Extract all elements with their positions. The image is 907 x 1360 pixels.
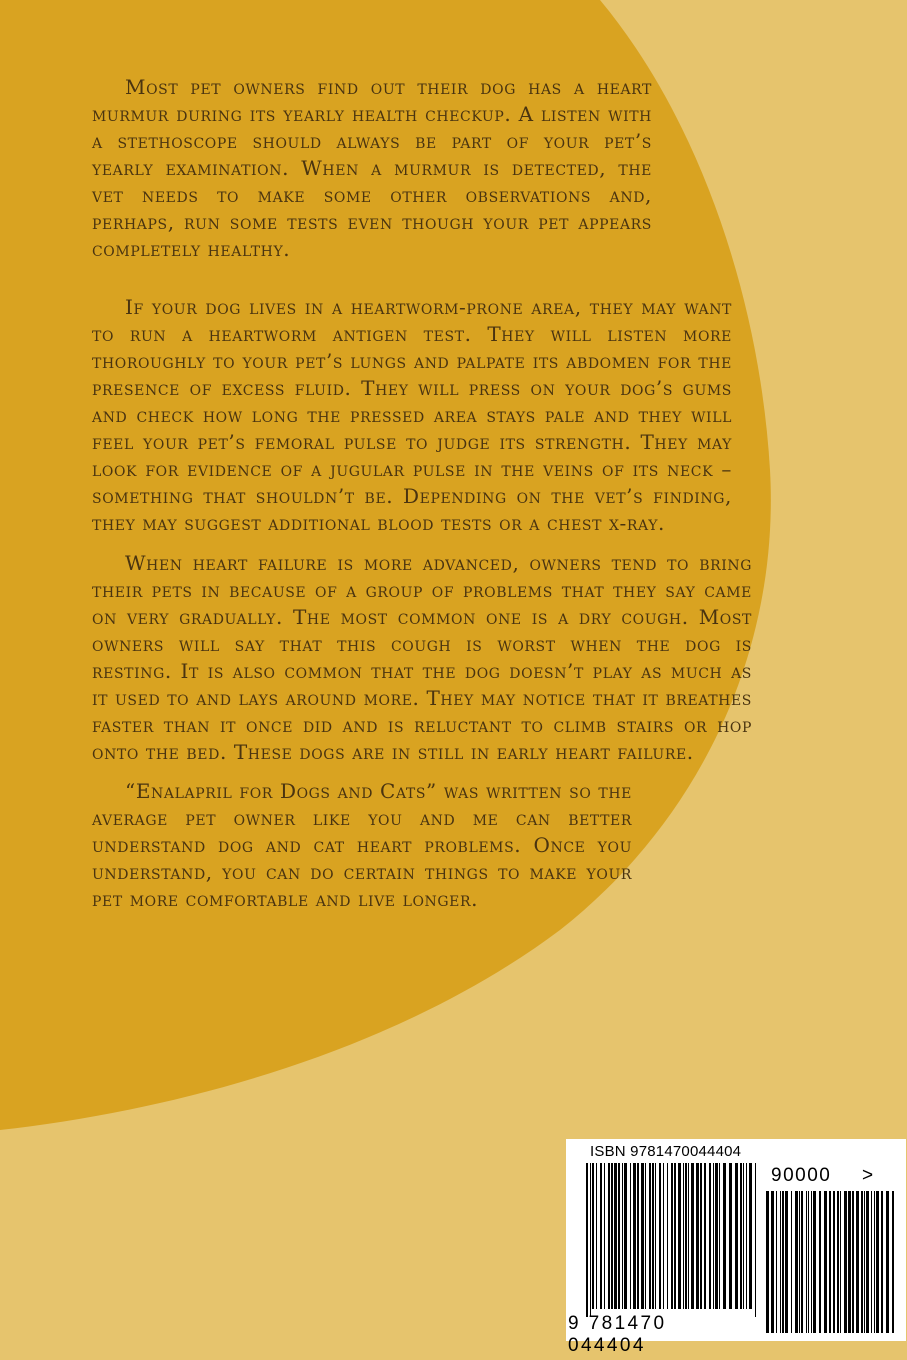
- barcode-bar: [611, 1163, 613, 1309]
- barcode-bar: [743, 1163, 744, 1309]
- barcode-bar: [678, 1163, 681, 1309]
- barcode-bar: [837, 1191, 839, 1333]
- barcode-bar: [780, 1191, 781, 1333]
- barcode-bar: [848, 1191, 851, 1333]
- barcode-bar: [614, 1163, 617, 1309]
- barcode-bar: [856, 1191, 859, 1333]
- barcode-bar: [671, 1163, 673, 1309]
- barcode-bar: [649, 1163, 651, 1309]
- barcode-bar: [624, 1163, 627, 1309]
- barcode-bar: [795, 1191, 798, 1333]
- barcode-bar: [819, 1191, 821, 1333]
- barcode-bar: [592, 1163, 594, 1309]
- barcode-bar: [776, 1191, 777, 1333]
- barcode-bar: [685, 1163, 687, 1309]
- barcode-bar: [844, 1191, 847, 1333]
- barcode-bar: [782, 1191, 784, 1333]
- barcode-bar: [740, 1163, 742, 1309]
- barcode-bar: [864, 1191, 865, 1333]
- barcode-bar: [596, 1163, 597, 1309]
- barcode-bar: [600, 1163, 602, 1309]
- barcode-bar: [723, 1163, 726, 1309]
- barcode-bar: [876, 1191, 879, 1333]
- barcode-bar: [630, 1163, 631, 1309]
- paragraph-1: Most pet owners find out their dog has a heart murmur during its yearly health checkup. A listen with a stethoscope should always be part of your pet’s yearly examination. When a murmur is detected, the vet needs to make some other observations and, perhaps, run some tests even though your pet appears completely healthy.: [92, 75, 652, 261]
- barcode-bar: [840, 1191, 841, 1333]
- barcode-bar: [713, 1163, 714, 1309]
- isbn-label: ISBN 9781470044404: [590, 1143, 742, 1160]
- barcode-bar: [833, 1191, 835, 1333]
- barcode-bar: [746, 1163, 747, 1309]
- paragraph-2: If your dog lives in a heartworm-prone area, they may want to run a heartworm antigen test. They will listen more thoroughly to your pet’s lungs and palpate its abdomen for the presence of excess fluid. They will press on your dog’s gums and check how long the pressed area stays pale and they will feel your pet’s femoral pulse to judge its strength. They may look for evidence of a jugular pulse in the veins of its neck – something that shouldn’t be. Depending on the vet’s finding, they may suggest additional blood tests or a chest x-ray.: [92, 295, 732, 535]
- barcode-bar: [892, 1191, 894, 1333]
- barcode-bar: [590, 1163, 591, 1317]
- barcode-bar: [785, 1191, 788, 1333]
- barcode-bar: [637, 1163, 639, 1309]
- barcode-bar: [755, 1163, 756, 1317]
- barcode-panel: [566, 1139, 906, 1356]
- barcode-bar: [674, 1163, 676, 1309]
- barcode-bar: [688, 1163, 689, 1309]
- barcode-bar: [622, 1163, 623, 1309]
- barcode-bar: [659, 1163, 661, 1309]
- barcode-bars: [566, 1139, 906, 1341]
- barcode-bar: [608, 1163, 610, 1309]
- barcode-bar: [811, 1191, 812, 1333]
- barcode-bar: [801, 1191, 803, 1333]
- barcode-bar: [700, 1163, 702, 1309]
- barcode-bar: [663, 1163, 664, 1309]
- barcode-bar: [633, 1163, 636, 1309]
- price-code: 90000: [771, 1165, 832, 1186]
- barcode-bar: [813, 1191, 816, 1333]
- barcode-bar: [655, 1163, 656, 1309]
- barcode-bar: [861, 1191, 863, 1333]
- barcode-bar: [866, 1191, 869, 1333]
- barcode-bar: [709, 1163, 711, 1309]
- barcode-bar: [808, 1191, 809, 1333]
- barcode-bar: [799, 1191, 800, 1333]
- barcode-bar: [704, 1163, 706, 1309]
- barcode-bar: [604, 1163, 605, 1309]
- barcode-bar: [618, 1163, 620, 1309]
- barcode-bar: [771, 1191, 774, 1333]
- barcode-bar: [719, 1163, 720, 1309]
- isbn-digits: 9 781470 044404: [568, 1313, 667, 1356]
- barcode-bar: [696, 1163, 699, 1309]
- barcode-bar: [715, 1163, 718, 1309]
- barcode-bar: [874, 1191, 875, 1333]
- barcode-bar: [645, 1163, 646, 1309]
- barcode-bar: [652, 1163, 654, 1309]
- price-arrow-icon: >: [862, 1165, 874, 1186]
- barcode-bar: [691, 1163, 694, 1309]
- barcode-bar: [881, 1191, 883, 1333]
- barcode-bar: [586, 1163, 588, 1317]
- paragraph-4: “Enalapril for Dogs and Cats” was written so the average pet owner like you and me can better understand dog and cat heart problems. Once you understand, you can do certain things to make your pet more comfortable and live longer.: [92, 779, 632, 911]
- barcode-bar: [683, 1163, 684, 1309]
- barcode-bar: [871, 1191, 872, 1333]
- barcode-bar: [791, 1191, 792, 1333]
- paragraph-3: When heart failure is more advanced, owners tend to bring their pets in because of a group of problems that they say came on very gradually. The most common one is a dry cough. Most owners will say that this cough is worst when the dog is resting. It is also common that the dog doesn’t play as much as it used to and lays around more. They may notice that it breathes faster than it once did and is reluctant to climb stairs or hop onto the bed. These dogs are in still in early heart failure.: [92, 551, 752, 764]
- barcode-bar: [735, 1163, 738, 1309]
- barcode-bar: [766, 1191, 769, 1333]
- barcode-bar: [729, 1163, 732, 1309]
- barcode-bar: [749, 1163, 752, 1309]
- barcode-bar: [829, 1191, 831, 1333]
- barcode-bar: [667, 1163, 668, 1309]
- barcode-bar: [824, 1191, 827, 1333]
- barcode-bar: [886, 1191, 889, 1333]
- barcode-bar: [641, 1163, 644, 1309]
- barcode-bar: [852, 1191, 854, 1333]
- barcode-bar: [806, 1191, 807, 1333]
